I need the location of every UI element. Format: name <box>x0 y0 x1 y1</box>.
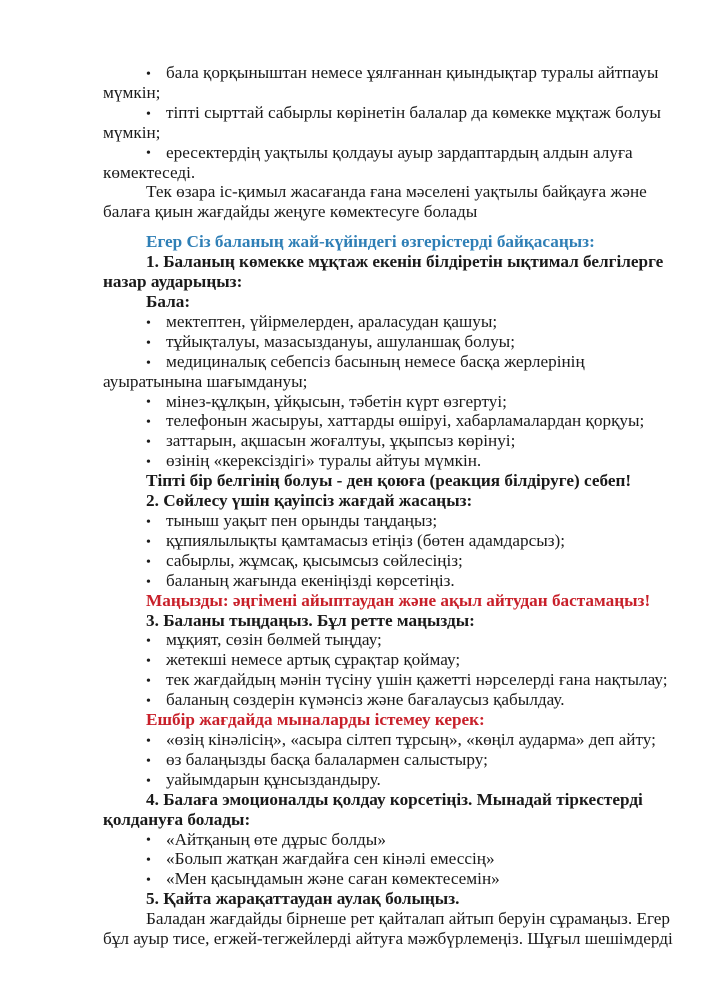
intro-bullet-1: бала қорқыныштан немесе ұялғаннан қиындықтар туралы айтпауы <box>166 63 659 82</box>
section4-bullet: «Айтқаның өте дұрыс болды» <box>166 829 386 849</box>
intro-bullet-2-cont: мүмкін; <box>103 122 161 142</box>
section2-title: 2. Сөйлесу үшін қауіпсіз жағдай жасаңыз: <box>146 491 473 511</box>
bullet-icon: • <box>146 106 151 122</box>
bullet-icon: • <box>146 654 151 670</box>
section2-bullet: тыныш уақыт пен орынды таңдаңыз; <box>166 510 438 530</box>
bullet-icon: • <box>146 455 151 471</box>
bullet-icon: • <box>146 773 151 789</box>
section5-para-line2: бұл ауыр тисе, егжей-тегжейлерді айтуға мәжбүрлемеңіз. Шұғыл шешімдерді <box>103 929 673 949</box>
bullet-icon: • <box>146 66 151 82</box>
section3-bullet: баланың сөздерін күмәнсіз және бағалаусыз қабылдау. <box>166 690 565 710</box>
section2-bullet: құпиялылықты қамтамасыз етіңіз (бөтен адамдарсыз); <box>166 530 566 550</box>
bullet-icon: • <box>146 574 151 590</box>
bullet-icon: • <box>146 873 151 889</box>
section3-warning: Ешбір жағдайда мыналарды істемеу керек: <box>146 710 485 730</box>
intro-bullet-2: тіпті сырттай сабырлы көрінетін балалар да көмекке мұқтаж болуы <box>166 102 661 122</box>
section4-title-line1: 4. Балаға эмоционалды қолдау корсетіңіз. Мынадай тіркестерді <box>146 789 643 809</box>
bullet-icon: • <box>146 514 151 530</box>
section1-title-line2: назар аударыңыз: <box>103 272 243 292</box>
intro-paragraph-line1: Тек өзара іс-қимыл жасағанда ғана мәселені уақтылы байқауға және <box>146 182 647 202</box>
section3-dont-bullet: уайымдарын құнсыздандыру. <box>166 769 381 789</box>
section3-dont-bullet: өз балаңызды басқа балалармен салыстыру; <box>166 749 488 769</box>
section5-para-line1: Баладан жағдайды бірнеше рет қайталап айтып беруін сұрамаңыз. Егер <box>146 909 670 929</box>
section1-title-line1: 1. Баланың көмекке мұқтаж екенін білдіретін ықтимал белгілерге <box>146 252 664 272</box>
bullet-icon: • <box>146 833 151 849</box>
section4-bullet: «Болып жатқан жағдайға сен кінәлі емессің» <box>166 849 495 869</box>
section1-bullet: тұйықталуы, мазасыздануы, ашуланшақ болуы; <box>166 331 516 351</box>
bullet-icon: • <box>146 753 151 769</box>
bullet-icon: • <box>146 355 151 371</box>
section2-bullet: баланың жағында екеніңізді көрсетіңіз. <box>166 570 455 590</box>
section3-title: 3. Баланы тыңдаңыз. Бұл ретте маңызды: <box>146 610 475 630</box>
section4-bullet: «Мен қасыңдамын және саған көмектесемін» <box>166 869 500 889</box>
section2-bullet: сабырлы, жұмсақ, қысымсыз сөйлесіңіз; <box>166 550 463 570</box>
section1-bullet: телефонын жасыруы, хаттарды өшіруі, хабарламалардан қорқуы; <box>166 411 645 431</box>
intro-paragraph-line2: балаға қиын жағдайды жеңуге көмектесуге болады <box>103 202 478 222</box>
section3-bullet: мұқият, сөзін бөлмей тыңдау; <box>166 630 382 650</box>
section1-note: Тіпті бір белгінің болуы - ден қоюға (реакция білдіруге) себеп! <box>146 471 632 491</box>
bullet-icon: • <box>146 395 151 411</box>
section3-bullet: жетекші немесе артық сұрақтар қоймау; <box>166 650 461 670</box>
bullet-icon: • <box>146 315 151 331</box>
section1-bullet-cont: ауыратынына шағымдануы; <box>103 371 308 391</box>
bullet-icon: • <box>146 534 151 550</box>
bullet-icon: • <box>146 554 151 570</box>
section1-bullet: заттарын, ақшасын жоғалтуы, ұқыпсыз көрінуі; <box>166 431 516 451</box>
intro-bullet-3-cont: көмектеседі. <box>103 162 196 182</box>
section2-warning: Маңызды: әңгімені айыптаудан және ақыл айтудан бастамаңыз! <box>146 590 651 610</box>
bullet-icon: • <box>146 415 151 431</box>
section1-bullet: өзінің «керексіздігі» туралы айтуы мүмкін. <box>166 451 482 471</box>
section3-bullet: тек жағдайдың мәнін түсіну үшін қажетті нәрселерді ғана нақтылау; <box>166 670 668 690</box>
section1-bullet: мінез-құлқын, ұйқысын, тәбетін күрт өзгертуі; <box>166 391 507 411</box>
section1-subtitle: Бала: <box>146 291 191 311</box>
section5-title: 5. Қайта жарақаттаудан аулақ болыңыз. <box>146 889 460 909</box>
section4-title-line2: қолдануға болады: <box>103 809 251 829</box>
bullet-icon: • <box>146 853 151 869</box>
bullet-icon: • <box>146 634 151 650</box>
bullet-icon: • <box>146 693 151 709</box>
blue-heading: Егер Сіз баланың жай-күйіндегі өзгерістерді байқасаңыз: <box>146 232 595 252</box>
bullet-icon: • <box>146 435 151 451</box>
bullet-icon: • <box>146 733 151 749</box>
section3-dont-bullet: «өзің кінәлісің», «асыра сілтеп тұрсың», «көңіл аударма» деп айту; <box>166 729 656 749</box>
bullet-icon: • <box>146 335 151 351</box>
intro-bullet-1-cont: мүмкін; <box>103 82 161 102</box>
section1-bullet: медициналық себепсіз басының немесе басқа жерлерінің <box>166 351 585 371</box>
bullet-icon: • <box>146 674 151 690</box>
section1-bullet: мектептен, үйірмелерден, араласудан қашуы; <box>166 311 498 331</box>
intro-bullet-3: ересектердің уақтылы қолдауы ауыр зардаптардың алдын алуға <box>166 142 633 162</box>
bullet-icon: • <box>146 146 151 162</box>
